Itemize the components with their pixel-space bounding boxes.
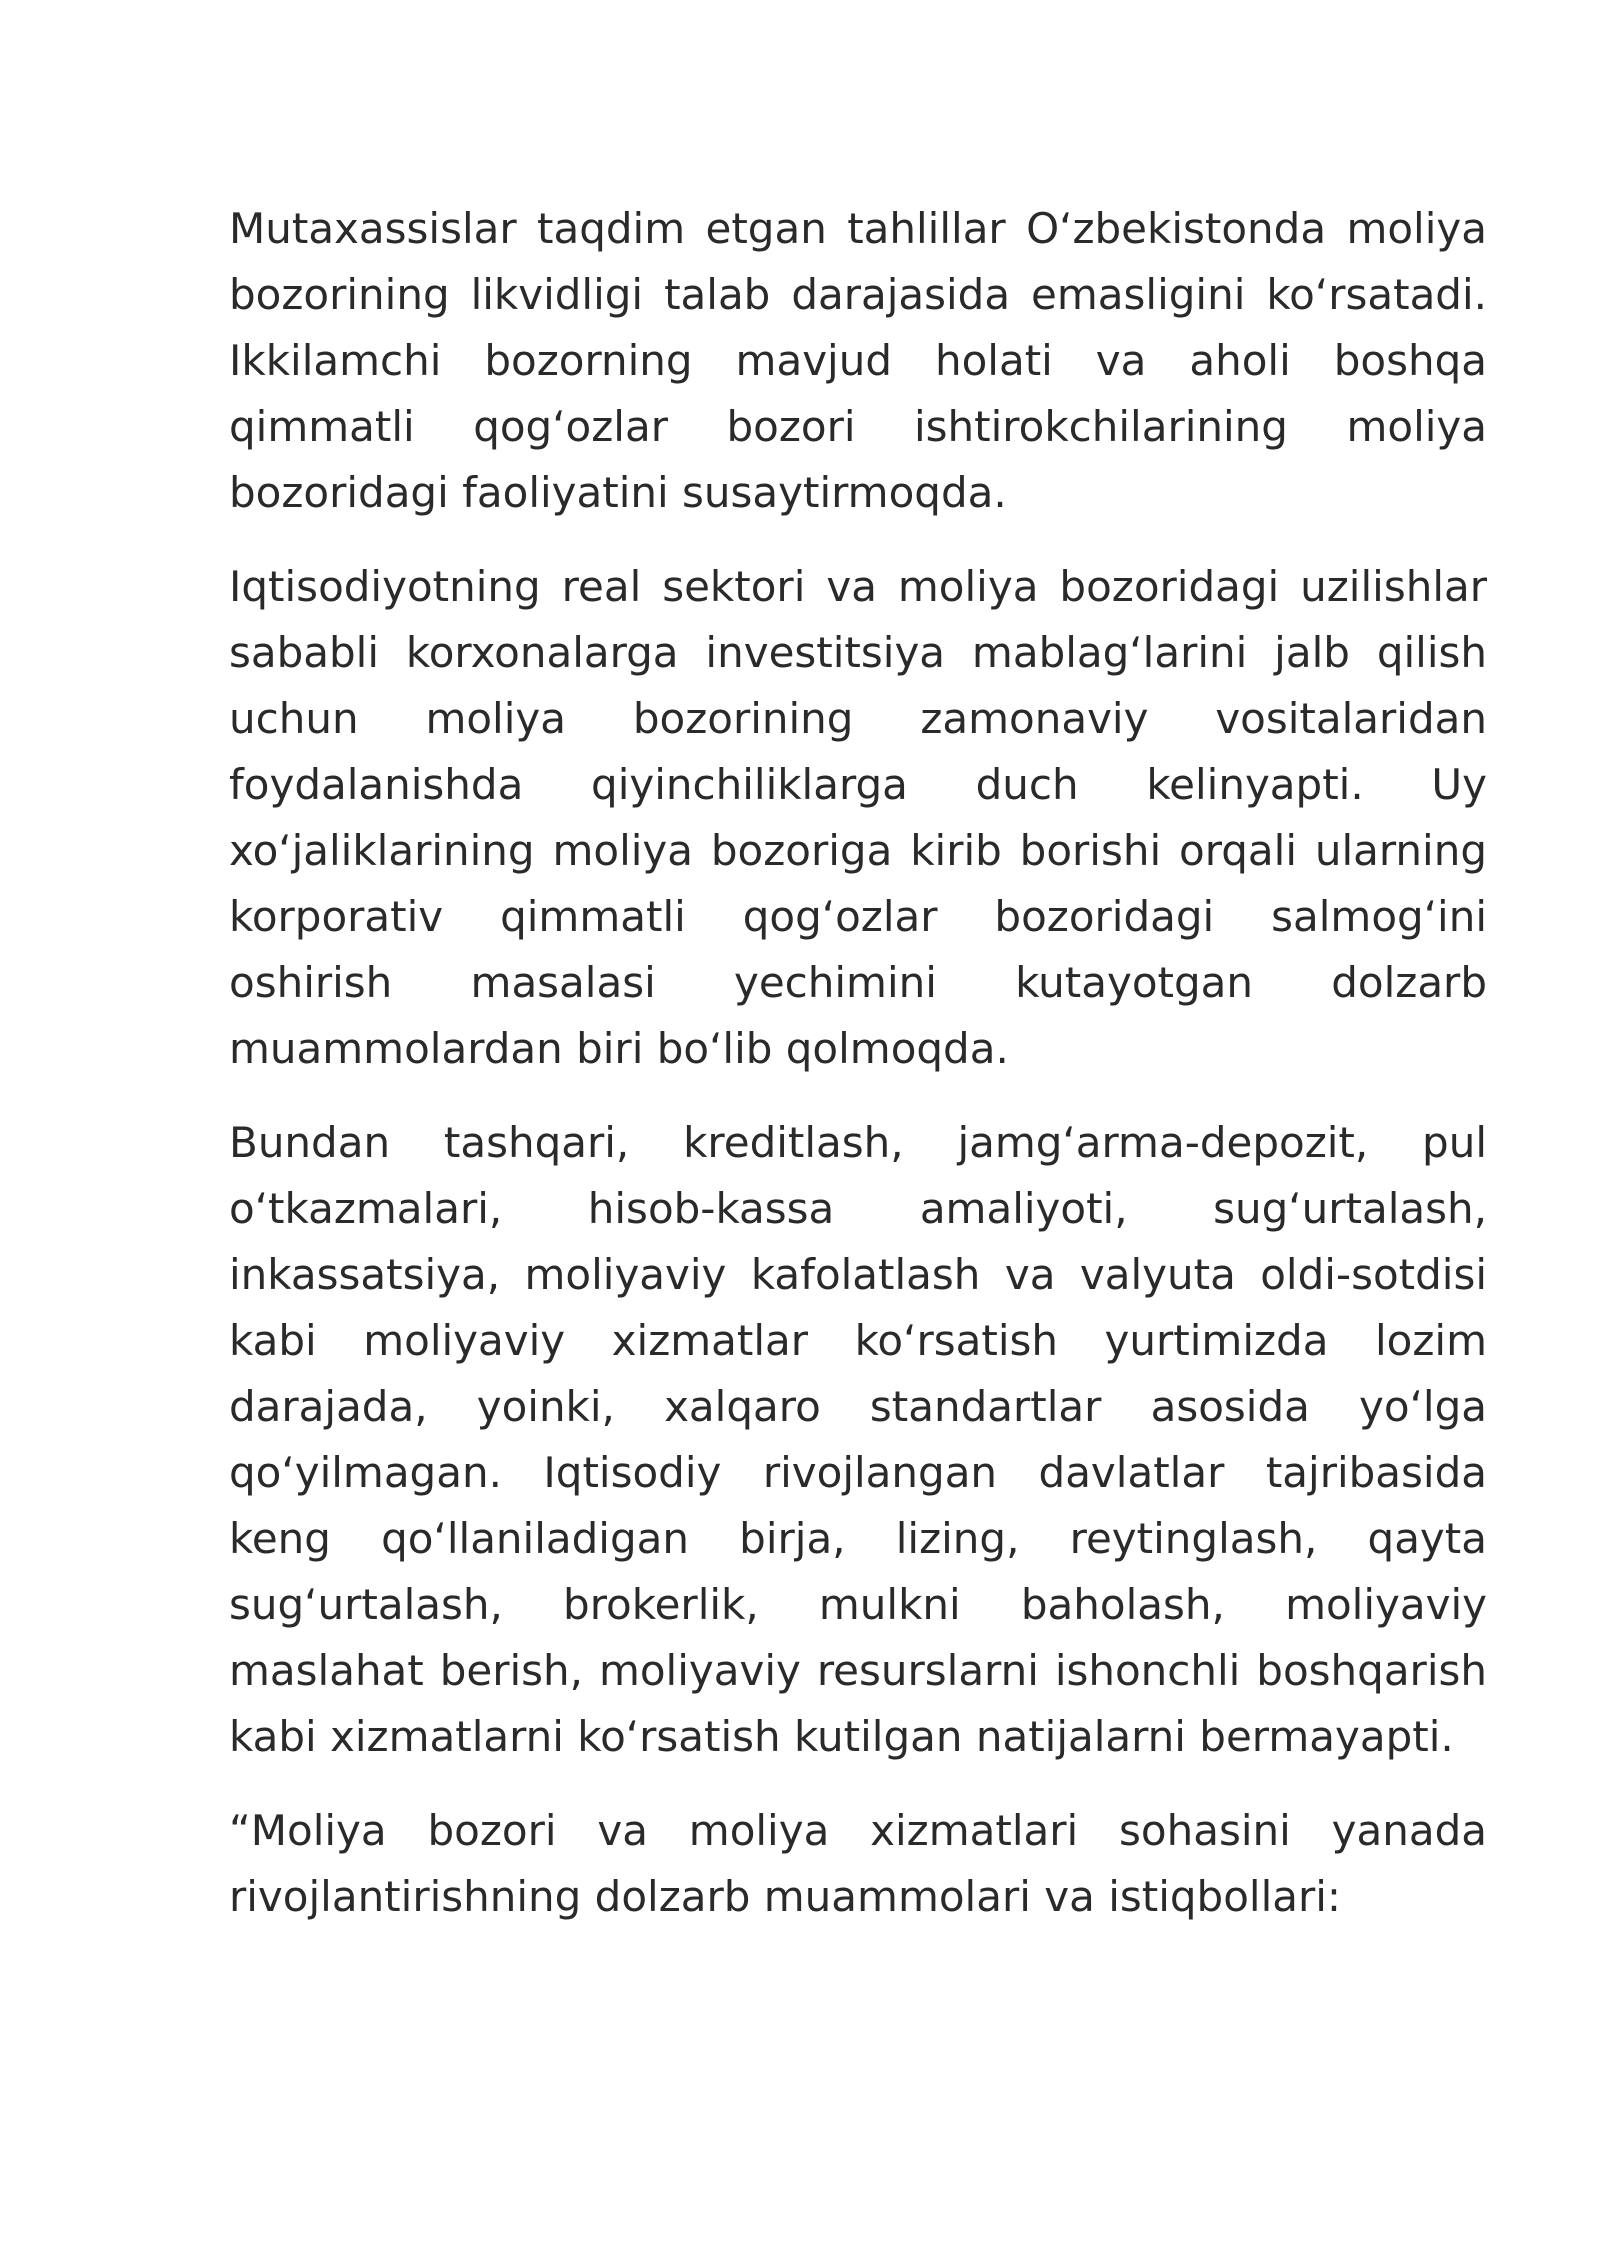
paragraph-1: Mutaxassislar taqdim etgan tahlillar O‘zbekistonda moliya bozorining likvidligi talab darajasida emasligini ko‘rsatadi. Ikkilamchi bozorning mavjud holati va aholi boshqa qimmatli qog‘ozlar bozori ishtirokchilarining moliya bozoridagi faoliyatini susaytirmoqda. <box>229 204 1487 517</box>
document-body <box>229 196 1487 1958</box>
paragraph-2: Iqtisodiyotning real sektori va moliya bozoridagi uzilishlar sababli korxonalarga investitsiya mablag‘larini jalb qilish uchun moliya bozorining zamonaviy vositalaridan foydalanishda qiyinchiliklarga duch kelinyapti. Uy xo‘jaliklarining moliya bozoriga kirib borishi orqali ularning korporativ qimmatli qog‘ozlar bozoridagi salmog‘ini oshirish masalasi yechimini kutayotgan dolzarb muammolardan biri bo‘lib qolmoqda. <box>229 562 1487 1073</box>
paragraph-3: Bundan tashqari, kreditlash, jamg‘arma-depozit, pul o‘tkazmalari, hisob-kassa amaliyoti, sug‘urtalash, inkassatsiya, moliyaviy kafolatlash va valyuta oldi-sotdisi kabi moliyaviy xizmatlar ko‘rsatish yurtimizda lozim darajada, yoinki, xalqaro standartlar asosida yo‘lga qo‘yilmagan. Iqtisodiy rivojlangan davlatlar tajribasida keng qo‘llaniladigan birja, lizing, reytinglash, qayta sug‘urtalash, brokerlik, mulkni baholash, moliyaviy maslahat berish, moliyaviy resurslarni ishonchli boshqarish kabi xizmatlarni ko‘rsatish kutilgan natijalarni bermayapti. <box>229 1118 1487 1761</box>
paragraph-4: “Moliya bozori va moliya xizmatlari sohasini yanada rivojlantirishning dolzarb muammolari va istiqbollari: <box>229 1806 1487 1921</box>
